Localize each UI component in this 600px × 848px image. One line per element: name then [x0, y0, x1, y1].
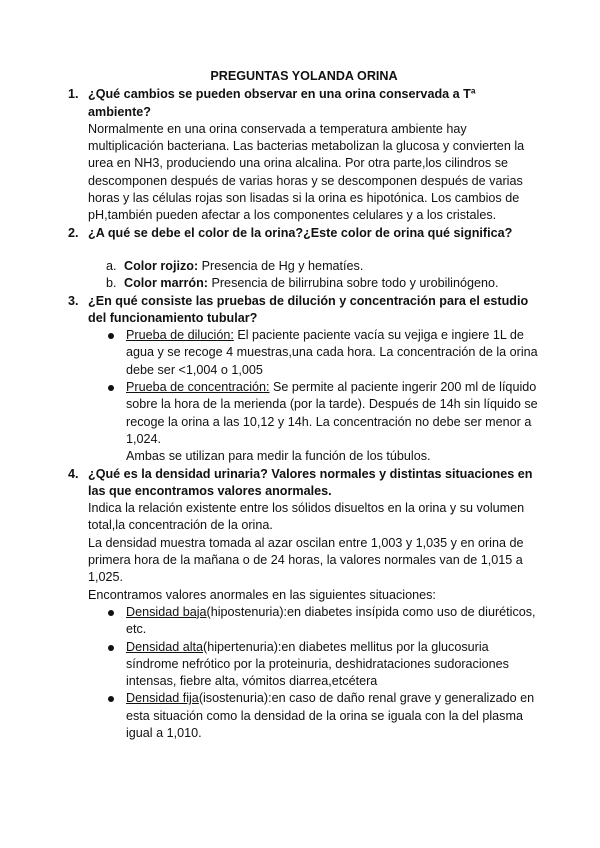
- answer-paragraph: La densidad muestra tomada al azar oscilan entre 1,003 y 1,035 y en orina de primera hora de la mañana o de 24 horas, la valores normales van de 1,015 a 1,025.: [88, 535, 524, 585]
- list-item: [88, 604, 540, 639]
- question-2: [68, 225, 540, 293]
- question-text: ¿Qué es la densidad urinaria? Valores normales y distintas situaciones en las que encontramos valores anormales.: [88, 466, 533, 498]
- question-number: 3.: [68, 293, 79, 308]
- tests-list: [88, 327, 540, 448]
- item-label: Densidad alta: [126, 639, 204, 654]
- list-item: [88, 258, 540, 275]
- bullet-icon: [108, 385, 114, 391]
- item-text: El paciente paciente vacía su vejiga e ingiere 1L de agua y se recoge 4 muestras,una cada hora. La concentración de la orina debe ser <1,004 o 1,005: [126, 328, 538, 377]
- item-label: Color rojizo:: [124, 258, 199, 273]
- item-text: (hipostenuria):en diabetes insípida como uso de diuréticos, etc.: [126, 604, 536, 637]
- question-text: ¿A qué se debe el color de la orina?¿Este color de orina qué significa?: [88, 225, 513, 240]
- list-item: [88, 639, 540, 691]
- item-text: (hipertenuria):en diabetes mellitus por la glucosuria síndrome nefrótico por la proteinuria, deshidrataciones sudoraciones intensas, fiebre alta, vómitos diarrea,etcétera: [126, 639, 509, 689]
- document-title: PREGUNTAS YOLANDA ORINA: [210, 69, 398, 83]
- bullet-icon: [108, 696, 114, 702]
- question-text: ¿En qué consiste las pruebas de dilución y concentración para el estudio del funcionamiento tubular?: [88, 293, 529, 325]
- question-number: 1.: [68, 87, 79, 102]
- color-list: [88, 258, 540, 293]
- item-label: Prueba de dilución:: [126, 328, 234, 343]
- list-item: [88, 275, 540, 292]
- question-text: ¿Qué cambios se pueden observar en una orina conservada a Tª ambiente?: [88, 87, 476, 119]
- bullet-icon: [108, 645, 114, 651]
- question-number: 2.: [68, 225, 79, 240]
- item-label: Prueba de concentración:: [126, 380, 270, 395]
- answer-paragraph: Ambas se utilizan para medir la función de los túbulos.: [126, 449, 431, 464]
- list-item: [88, 690, 540, 742]
- item-text: Presencia de bilirrubina sobre todo y urobilinógeno.: [207, 276, 499, 291]
- answer-paragraph: Normalmente en una orina conservada a temperatura ambiente hay multiplicación bacteriana. Las bacterias metabolizan la glucosa y convierten la urea en NH3, produciendo una orina alcalina. Por otra parte,los cilindros se descomponen después de varias horas y se descomponen después de varias horas y las células rojas son lisadas si la orina es hipotónica. Los cambios de pH,también pueden afectar a los componentes celulares y a los cristales.: [88, 121, 525, 223]
- list-item: [88, 327, 540, 379]
- question-1: [68, 86, 540, 224]
- list-item: [88, 379, 540, 448]
- answer-paragraph: Encontramos valores anormales en las siguientes situaciones:: [88, 587, 436, 602]
- item-text: Se permite al paciente ingerir 200 ml de líquido sobre la hora de la merienda (por la tarde). Después de 14h sin líquido se recoge la orina a las 10,12 y 14h. La concentración no debe ser menor a 1,024.: [126, 380, 538, 446]
- density-list: [88, 604, 540, 742]
- question-3: [68, 293, 540, 466]
- item-text: Presencia de Hg y hematíes.: [198, 258, 364, 273]
- question-number: 4.: [68, 466, 79, 481]
- item-label: Densidad baja: [126, 604, 207, 619]
- bullet-icon: [108, 610, 114, 616]
- question-4: [68, 466, 540, 743]
- item-label: Densidad fija: [126, 691, 199, 706]
- bullet-icon: [108, 333, 114, 339]
- list-marker: b.: [106, 276, 117, 291]
- answer-paragraph: Indica la relación existente entre los sólidos disueltos en la orina y su volumen total,la concentración de la orina.: [88, 501, 525, 533]
- item-text: (isostenuria):en caso de daño renal grave y generalizado en esta situación como la densidad de la orina se iguala con la del plasma igual a 1,010.: [126, 691, 535, 740]
- item-label: Color marrón:: [124, 276, 208, 291]
- list-marker: a.: [106, 258, 117, 273]
